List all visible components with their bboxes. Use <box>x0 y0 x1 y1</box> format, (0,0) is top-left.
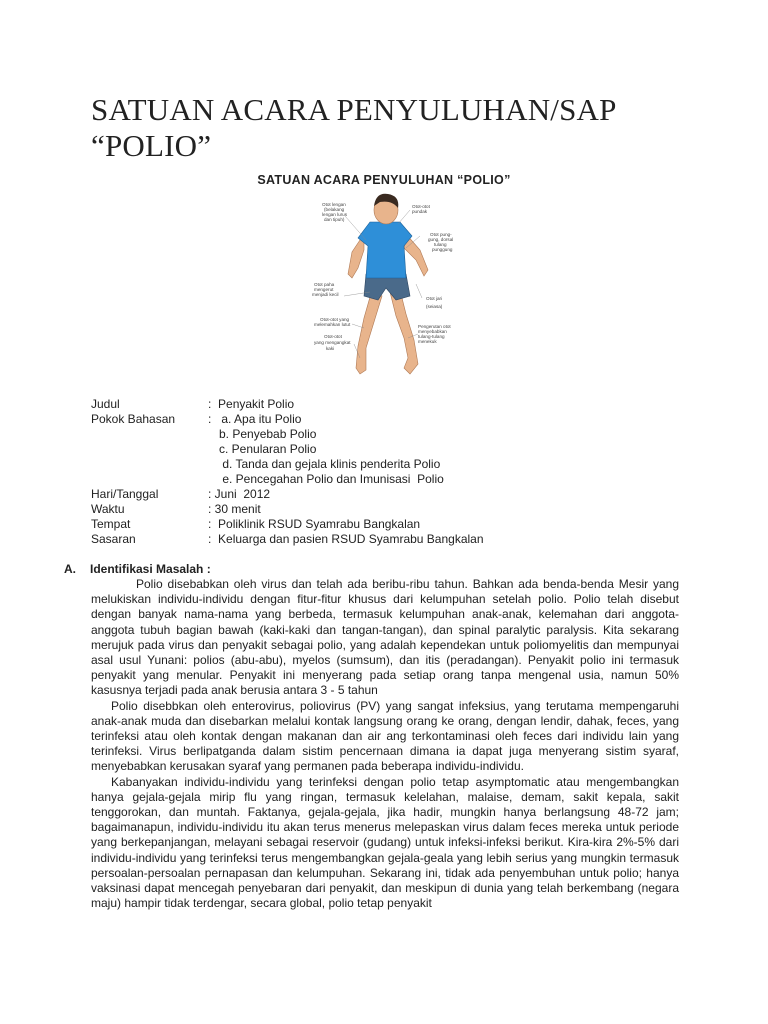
paragraph: Polio disebbkan oleh enterovirus, poliovirus (PV) yang sangat infeksius, yang terutama mempengaruhi anak-anak muda dan disebarkan melalui kontak langsung orang ke orang, dengan lendir, dahak, feces, yang terinfeksi atau oleh kontak dengan makanan dan air ang terkontaminasi oleh feces dari individu lain yang terinfeksi. Virus berlipatganda dalam sistim pencernaan dimana ia dapat juga menyerang sistim syaraf, menyebabkan kerusakan syaraf yang permanen pada beberapa individu-individu. <box>91 698 679 774</box>
info-sep: : <box>208 412 212 426</box>
info-row-pokok-bahasan <box>91 412 711 427</box>
info-key: Judul <box>91 397 120 411</box>
info-sep: : <box>208 532 212 546</box>
label-shoulder-muscle: Otot-otot pundak <box>412 204 430 214</box>
subtitle: SATUAN ACARA PENYULUHAN “POLIO” <box>257 173 511 187</box>
info-sep: : <box>208 397 212 411</box>
topic-item: c. Penularan Polio <box>219 442 317 456</box>
section-letter: A. <box>64 562 76 576</box>
info-key: Waktu <box>91 502 125 516</box>
info-value: Poliklinik RSUD Syamrabu Bangkalan <box>211 517 421 531</box>
info-value: Keluarga dan pasien RSUD Syamrabu Bangkalan <box>211 532 484 546</box>
title-line-1: SATUAN ACARA PENYULUHAN/SAP <box>91 92 617 127</box>
label-knee-muscle: Otot-otot yang melemahkan lutut <box>314 317 351 327</box>
paragraph: Polio disebabkan oleh virus dan telah ada beribu-ribu tahun. Bahkan ada benda-benda Mesir yang melukiskan individu-individu dengan fitur-fitur khusus dari kelumpuhan setelah polio. Polio telah disebut dengan banyak nama-nama yang berbeda, termasuk kelumpuhan anak-anak, kelemahan dari anggota-anggota tubuh bagian bawah (kaki-kaki dan tangan-tangan), dan spinal paralytic paralysis. Kita sekarang merujuk pada virus dan penyakit sebagai polio, yang adalah kependekan untuk poliomyelitis dan mempunyai asal usul Yunani: polios (abu-abu), myelos (sumsum), dan itis (peradangan). Penyakit polio ini termasuk penyakit yang menular. Penyakit ini menyerang pada setiap orang tanpa mengenal usia, namun 50% kasusnya terjadi pada anak berusia antara 3 - 5 tahun <box>91 577 679 698</box>
info-sep: : <box>208 517 212 531</box>
info-row-judul <box>91 397 711 412</box>
topic-item: b. Penyebab Polio <box>219 427 317 441</box>
info-key: Pokok Bahasan <box>91 412 176 426</box>
info-row-sasaran <box>91 532 711 547</box>
section-heading <box>64 562 211 576</box>
info-value: Juni 2012 <box>211 487 271 501</box>
label-back-muscle: Otot pung- gung, dorsal tulang punggung <box>428 232 454 252</box>
info-key: Sasaran <box>91 532 136 546</box>
label-arm-muscle: Otot lengan (belakang lengan lurus dan tipuh) <box>322 202 348 222</box>
polio-child-illustration <box>300 188 470 384</box>
section-body <box>91 577 679 911</box>
polio-child-svg <box>300 188 470 384</box>
right-leg <box>390 290 418 374</box>
label-finger-muscle: Otot jari (seiasa) <box>426 296 443 309</box>
info-value: a. Apa itu Polio <box>211 412 302 426</box>
label-bone-bending: Pengerutan otot menyebabkan tulang-tulang menekuk <box>418 324 451 344</box>
topic-item: e. Pencegahan Polio dan Imunisasi Polio <box>219 472 444 486</box>
session-info <box>91 397 711 547</box>
blue-shirt <box>358 222 412 278</box>
info-value: 30 menit <box>211 502 261 516</box>
info-key: Hari/Tanggal <box>91 487 159 501</box>
section-heading-text: Identifikasi Masalah : <box>90 562 211 576</box>
topic-item: d. Tanda dan gejala klinis penderita Polio <box>219 457 441 471</box>
label-thigh-muscle: Otot paha mengerut menjadi kecil <box>312 282 339 297</box>
paragraph: Kabanyakan individu-individu yang terinfeksi dengan polio tetap asymptomatic atau mengembangkan hanya gejala-gejala mirip flu yang ringan, termasuk kelelahan, malaise, demam, sakit kepala, sakit tenggorokan, dan muntah. Faktanya, gejala-gejala, jika hadir, mungkin hanya berlangsung 48-72 jam; bagaimanapun, individu-individu itu akan terus menerus melepaskan virus dalam feces mereka untuk periode yang berkepanjangan, melayani sebagai reservoir (gudang) untuk infeksi-infeksi berikut. Kira-kira 2%-5% dari individu-individu yang terinfeksi terus mengembangkan gejala-geala yang lebih serius yang mungkin termasuk persoalan-persoalan pernapasan dan kelumpuhan. Sekarang ini, tidak ada penyembuhan untuk polio; hanya vaksinasi dapat mencegah penyebaran dari penyakit, dan meskipun di dunia yang telah berkembang (negara maju) hampir tidak terdengar, secara global, polio tetap penyakit <box>91 774 679 911</box>
info-key: Tempat <box>91 517 131 531</box>
info-row-hari-tanggal <box>91 487 711 502</box>
info-row-waktu <box>91 502 711 517</box>
label-foot-muscle: Otot-otot yang mengangkat kaki <box>314 334 351 351</box>
info-sep: : <box>208 487 212 501</box>
info-sep: : <box>208 502 212 516</box>
left-leg <box>356 290 382 374</box>
info-value: Penyakit Polio <box>211 397 295 411</box>
title-line-2: “POLIO” <box>91 128 212 163</box>
info-row-tempat <box>91 517 711 532</box>
page-title <box>91 92 711 164</box>
